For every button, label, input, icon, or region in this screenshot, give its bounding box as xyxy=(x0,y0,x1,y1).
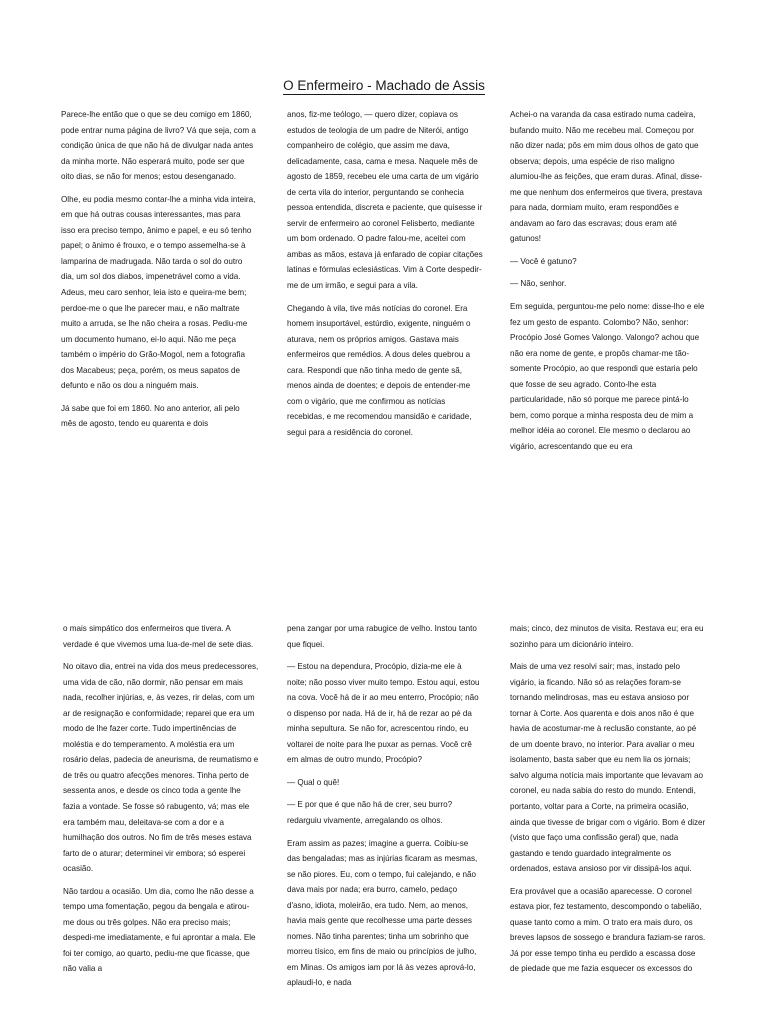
paragraph: Já sabe que foi em 1860. No ano anterior, ali pelo mês de agosto, tendo eu quarenta e dois xyxy=(61,403,240,429)
paragraph: — Você é gatuno? xyxy=(510,256,577,266)
text-column-1 xyxy=(61,107,257,439)
text-column-6 xyxy=(510,621,706,984)
text-column-2 xyxy=(287,107,483,447)
paragraph: Mais de uma vez resolvi sair; mas, instado pelo vigário, ia ficando. Não só as relações foram-se tornando melindrosas, mas eu estava ansioso por tornar à Corte. Aos quarenta e dois anos não é que havia de acostumar-me à reclusão constante, ao pé de um doente bravo, no interior. Para avaliar o meu isolamento, basta saber que eu nem lia os jornais; salvo alguma notícia mais importante que levavam ao coronel, eu nada sabia do resto do mundo. Entendi, portanto, voltar para a Corte, na primeira ocasião, ainda que tivesse de brigar com o vigário. Bom é dizer (visto que faço uma confissão geral) que, nada gastando e tendo guardado integralmente os ordenados, estava ansioso por vir dissipá-los aqui. xyxy=(510,662,706,874)
paragraph: Achei-o na varanda da casa estirado numa cadeira, bufando muito. Não me recebeu mal. Começou por não dizer nada; pôs em mim dous olhos de gato que observa; depois, uma espécie de riso maligno alumiou-lhe as feições, que eram duras. Afinal, disse-me que nenhum dos enfermeiros que tivera, prestava para nada, dormiam muito, eram respondões e andavam ao faro das escravas; dous eram até gatunos! xyxy=(510,110,703,244)
paragraph: Em seguida, perguntou-me pelo nome: disse-lho e ele fez um gesto de espanto. Colombo? Não, senhor: Procópio José Gomes Valongo. Valongo? achou que não era nome de gente, e propôs chamar-me tão-somente Procópio, ao que respondi que estaria pelo que fosse de seu agrado. Conto-lhe esta particularidade, não só porque me parece pintá-lo bem, como porque a minha resposta deu de mim a melhor idéia ao coronel. Ele mesmo o declarou ao vigário, acrescentando que eu era xyxy=(510,302,705,451)
document-title-text: O Enfermeiro - Machado de Assis xyxy=(283,78,485,93)
paragraph: — Qual o quê! xyxy=(287,777,340,787)
paragraph: mais; cinco, dez minutos de visita. Restava eu; era eu sozinho para um dicionário inteiro. xyxy=(510,624,704,649)
paragraph: Olhe, eu podia mesmo contar-lhe a minha vida inteira, em que há outras cousas interessantes, mas para isso era preciso tempo, ânimo e papel, e eu só tenho papel; o ânimo é frouxo, e o tempo assemelha-se à lamparina de madrugada. Não tarda o sol do outro dia, um sol dos diabos, impenetrável como a vida. Adeus, meu caro senhor, leia isto e queira-me bem; perdoe-me o que lhe parecer mau, e não maltrate muito a arruda, se lhe não cheira a rosas. Pediu-me um documento humano, ei-lo aqui. Não me peça também o império do Grão-Mogol, nem a fotografia dos Macabeus; peça, porém, os meus sapatos de defunto e não os dou a ninguém mais. xyxy=(61,194,256,391)
text-column-4 xyxy=(63,621,259,984)
paragraph: Chegando à vila, tive más notícias do coronel. Era homem insuportável, estúrdio, exigente, ninguém o aturava, nem os próprios amigos. Gastava mais enfermeiros que remédios. A dous deles quebrou a cara. Respondi que não tinha medo de gente sã, menos ainda de doentes; e depois de entender-me com o vigário, que me confirmou as notícias recebidas, e me recomendou mansidão e caridade, segui para a residência do coronel. xyxy=(287,303,472,437)
paragraph: — Estou na dependura, Procópio, dizia-me ele à noite; não posso viver muito tempo. Estou aqui, estou na cova. Você há de ir ao meu enterro, Procópio; não o dispenso por nada. Há de ir, há de rezar ao pé da minha sepultura. Se não for, acrescentou rindo, eu voltarei de noite para lhe puxar as pernas. Você crê em almas de outro mundo, Procópio? xyxy=(287,662,480,765)
paragraph: Não tardou a ocasião. Um dia, como lhe não desse a tempo uma fomentação, pegou da bengala e atirou-me dous ou três golpes. Não era preciso mais; despedi-me imediatamente, e fui aprontar a mala. Ele foi ter comigo, ao quarto, pediu-me que ficasse, que não valia a xyxy=(63,886,256,974)
paragraph: — Não, senhor. xyxy=(510,279,567,289)
paragraph: Era provável que a ocasião aparecesse. O coronel estava pior, fez testamento, descompondo o tabelião, quase tanto como a mim. O trato era mais duro, os breves lapsos de sossego e brandura faziam-se raros. Já por esse tempo tinha eu perdido a escassa dose de piedade que me fazia esquecer os excessos do xyxy=(510,886,706,974)
paragraph: pena zangar por uma rabugice de velho. Instou tanto que fiquei. xyxy=(287,624,477,649)
paragraph: Eram assim as pazes; imagine a guerra. Coibiu-se das bengaladas; mas as injúrias ficaram as mesmas, se não piores. Eu, com o tempo, fui calejando, e não dava mais por nada; era burro, camelo, pedaço d'asno, idiota, moleirão, era tudo. Nem, ao menos, havia mais gente que recolhesse uma parte desses nomes. Não tinha parentes; tinha um sobrinho que morreu tísico, em fins de maio ou princípios de julho, em Minas. Os amigos iam por lá às vezes aprová-lo, aplaudi-lo, e nada xyxy=(287,838,478,988)
paragraph: anos, fiz-me teólogo, — quero dizer, copiava os estudos de teologia de um padre de Niterói, antigo companheiro de colégio, que assim me dava, delicadamente, casa, cama e mesa. Naquele mês de agosto de 1859, recebeu ele uma carta de um vigário de certa vila do interior, perguntando se conhecia pessoa entendida, discreta e paciente, que quisesse ir servir de enfermeiro ao coronel Felisberto, mediante um bom ordenado. O padre falou-me, aceitei com ambas as mãos, estava já enfarado de copiar citações latinas e fórmulas eclesiásticas. Vim à Corte despedir-me de um irmão, e segui para a vila. xyxy=(287,110,483,291)
paragraph: o mais simpático dos enfermeiros que tivera. A verdade é que vivemos uma lua-de-mel de sete dias. xyxy=(63,624,254,649)
text-column-5 xyxy=(287,621,483,998)
paragraph: Parece-lhe então que o que se deu comigo em 1860, pode entrar numa página de livro? Vá que seja, com a condição única de que não há de divulgar nada antes da minha morte. Não esperará muito, pode ser que oito dias, se não for menos; estou desenganado. xyxy=(61,110,256,182)
paragraph: — E por que é que não há de crer, seu burro? redarguiu vivamente, arregalando os olhos. xyxy=(287,800,453,826)
paragraph: No oitavo dia, entrei na vida dos meus predecessores, uma vida de cão, não dormir, não pensar em mais nada, recolher injúrias, e, às vezes, rir delas, com um ar de resignação e conformidade; reparei que era um modo de lhe fazer corte. Tudo impertinências de moléstia e do temperamento. A moléstia era um rosário delas, padecia de aneurisma, de reumatismo e de três ou quatro afecções menores. Tinha perto de sessenta anos, e desde os cinco toda a gente lhe fazia a vontade. Se fosse só rabugento, vá; mas ele era também mau, deleitava-se com a dor e a humilhação dos outros. No fim de três meses estava farto de o aturar; determinei vir embora; só esperei ocasião. xyxy=(63,662,259,874)
text-column-3 xyxy=(510,107,706,461)
document-title xyxy=(0,77,768,95)
